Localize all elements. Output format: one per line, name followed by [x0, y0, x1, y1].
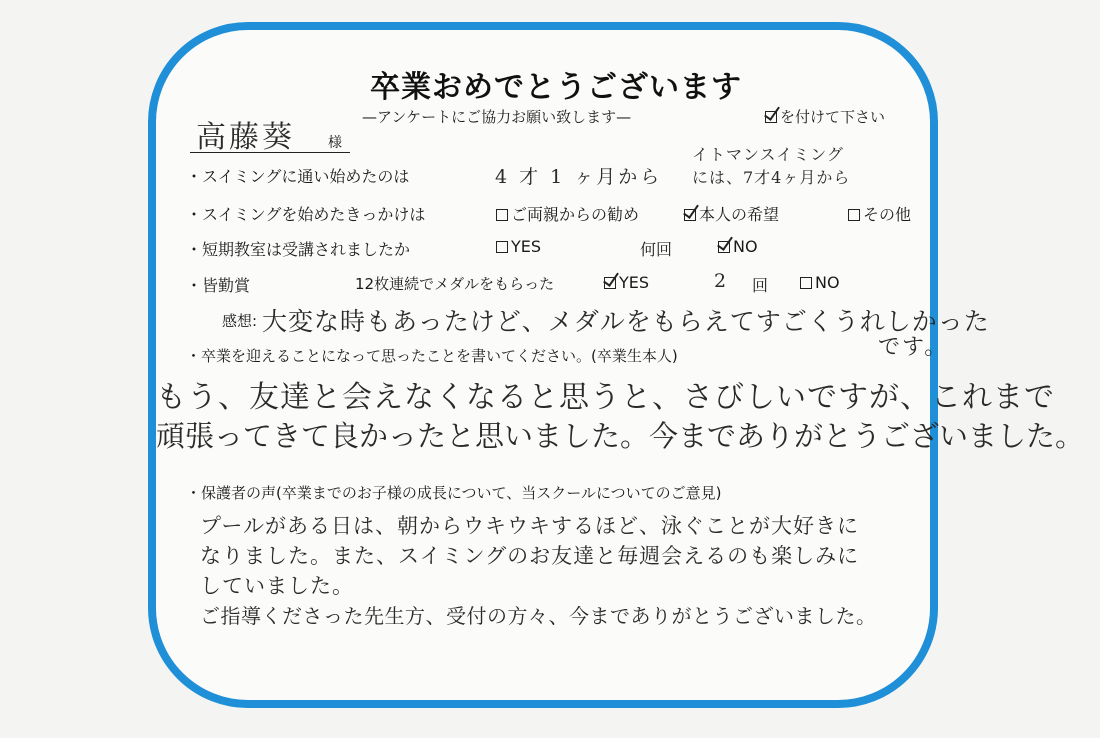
- impression-line2: です。: [878, 335, 949, 360]
- q3-option-yes-label: YES: [511, 237, 542, 256]
- guardian-line4: ご指導くださった先生方、受付の方々、今までありがとうございました。: [200, 604, 877, 628]
- q4-count: 2: [714, 270, 730, 292]
- guardian-line3: していました。: [200, 574, 354, 598]
- impression-line1: 大変な時もあったけど、メダルをもらえてすごくうれしかった: [262, 307, 990, 336]
- name-underline: [190, 152, 350, 153]
- q2-option-other[interactable]: [848, 202, 911, 225]
- q2-label: ・スイミングを始めたきっかけは: [186, 205, 426, 224]
- graduate-line1: もう、友達と会えなくなると思うと、さびしいですが、これまで: [156, 380, 1055, 415]
- q1-label: ・スイミングに通い始めたのは: [186, 167, 410, 186]
- q3-label: ・短期教室は受講されましたか: [186, 240, 411, 259]
- graduate-label: ・卒業を迎えることになって思ったことを書いてください。(卒業生本人): [186, 347, 678, 365]
- q1-note-line1: イトマンスイミング: [692, 145, 844, 164]
- honorific: 様: [328, 135, 342, 151]
- checkbox-checked-icon: [718, 241, 730, 253]
- checkbox-icon: [496, 241, 508, 253]
- checkbox-icon: [496, 209, 508, 221]
- guardian-label: ・保護者の声(卒業までのお子様の成長について、当スクールについてのご意見): [186, 484, 722, 502]
- page-title: 卒業おめでとうございます: [370, 70, 742, 105]
- q4-sublabel: 12枚連続でメダルをもらった: [355, 275, 555, 293]
- q4-option-yes-label: YES: [619, 273, 650, 292]
- guardian-line1: プールがある日は、朝からウキウキするほど、泳ぐことが大好きに: [200, 514, 859, 538]
- q4-option-yes[interactable]: [604, 273, 649, 292]
- q2-option-self-label: 本人の希望: [699, 205, 780, 224]
- q4-option-no-label: NO: [815, 273, 840, 292]
- q3-option-no[interactable]: [718, 237, 758, 256]
- checkbox-checked-icon: [604, 277, 616, 289]
- q3-times-label: 何回: [640, 240, 673, 259]
- q1-answer: 4 才 1 ヶ月から: [495, 166, 663, 188]
- q4-option-no[interactable]: [800, 273, 840, 292]
- checkbox-checked-icon: [765, 111, 777, 123]
- q2-option-other-label: その他: [863, 205, 912, 224]
- q2-option-parents-label: ご両親からの勧め: [511, 205, 640, 224]
- q2-option-self[interactable]: [684, 202, 779, 225]
- q1-note-line2: には、7才4ヶ月から: [692, 168, 851, 187]
- check-instruction-text: を付けて下さい: [780, 108, 886, 126]
- checkbox-icon: [800, 277, 812, 289]
- q4-count-unit: 回: [752, 276, 769, 295]
- q4-label: ・皆勤賞: [186, 276, 251, 295]
- guardian-line2: なりました。また、スイミングのお友達と毎週会えるのも楽しみに: [200, 544, 860, 568]
- page-subtitle: —アンケートにご協力お願い致します—: [362, 108, 632, 126]
- q3-option-yes[interactable]: [496, 237, 541, 256]
- q3-option-no-label: NO: [733, 237, 758, 256]
- check-instruction: [765, 106, 885, 127]
- impression-label: 感想:: [222, 312, 258, 330]
- checkbox-checked-icon: [684, 209, 696, 221]
- checkbox-icon: [848, 209, 860, 221]
- q2-option-parents[interactable]: [496, 202, 639, 225]
- graduate-line2: 頑張ってきて良かったと思いました。今までありがとうございました。: [156, 419, 1085, 453]
- student-name: 高藤葵: [196, 120, 295, 155]
